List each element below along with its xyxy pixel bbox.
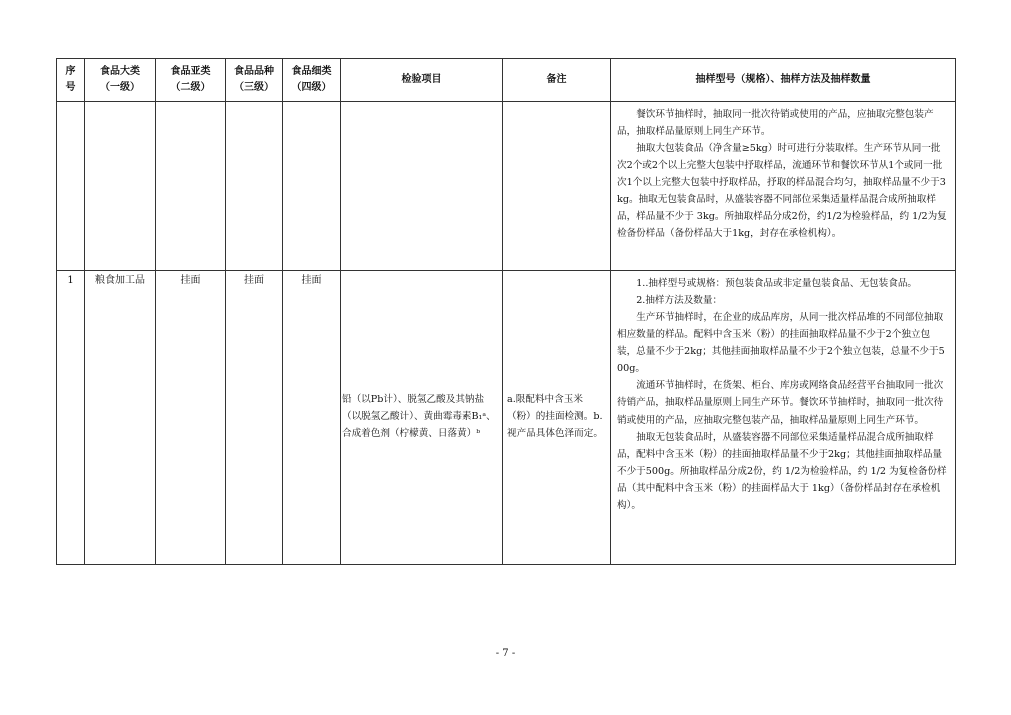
sampling-paragraph: 1..抽样型号或规格：预包装食品或非定量包装食品、无包装食品。 bbox=[636, 278, 918, 289]
continuation-subcategory-cell bbox=[156, 102, 226, 271]
continuation-paragraph: 餐饮环节抽样时，抽取同一批次待销或使用的产品，应抽取完整包装产品，抽取样品量原则上同生产环节。 bbox=[617, 109, 934, 138]
row-category: 粮食加工品 bbox=[85, 271, 156, 565]
header-sampling: 抽样型号（规格）、抽样方法及抽样数量 bbox=[611, 59, 956, 102]
sampling-paragraph: 流通环节抽样时，在货架、柜台、库房或网络食品经营平台抽取同一批次待销产品，抽取样品量原则上同生产环节。餐饮环节抽样时，抽取同一批次待销或使用的产品，应抽取完整包装产品，抽取样品量原则上同生产环节。 bbox=[617, 380, 944, 426]
row-inspection-items: 铅（以Pb计）、脱氢乙酸及其钠盐（以脱氢乙酸计）、黄曲霉毒素B₁ᵃ、合成着色剂（柠檬黄、日落黄）ᵇ bbox=[341, 271, 503, 565]
sampling-paragraph: 生产环节抽样时，在企业的成品库房，从同一批次样品堆的不同部位抽取相应数量的样品。配料中含玉米（粉）的挂面抽取样品量不少于2个独立包装，总量不少于2kg；其他挂面抽取样品量不少于2个独立包装，总量不少于500g。 bbox=[617, 312, 945, 375]
continuation-paragraph: 抽取大包装食品（净含量≥5kg）时可进行分装取样。生产环节从同一批次2个或2个以上完整大包装中抒取样品，流通环节和餐饮环节从1个或同一批次1个以上完整大包装中抒取样品，抒取的样品混合均匀，抽取样品量不少于3kg。抽取无包装食品时，从盛装容器不同部位采集适量样品混合成所抽取样品，样品量不少于 3kg。所抽取样品分成2份，约1/2为检验样品，约 1/2为复检备份样品（备份样品大于1kg，封存在承检机构）。 bbox=[617, 143, 947, 240]
row-seq: 1 bbox=[57, 271, 85, 565]
header-subvariety: 食品细类 （四级） bbox=[283, 59, 341, 102]
table-row-continuation bbox=[57, 102, 956, 271]
continuation-seq-cell bbox=[57, 102, 85, 271]
header-category: 食品大类 （一级） bbox=[85, 59, 156, 102]
header-remarks: 备注 bbox=[503, 59, 611, 102]
continuation-remarks-cell bbox=[503, 102, 611, 271]
sampling-paragraph: 抽取无包装食品时，从盛装容器不同部位采集适量样品混合成所抽取样品，配料中含玉米（粉）的挂面抽取样品量不少于2kg；其他挂面抽取样品量不少于500g。所抽取样品分成2份，约 1/2为检验样品，约 1/2 为复检备份样品（其中配料中含玉米（粉）的挂面样品大于 1kg）（备份样品封存在承检机构）。 bbox=[617, 431, 947, 511]
row-subvariety: 挂面 bbox=[283, 271, 341, 565]
sampling-paragraph: 2.抽样方法及数量： bbox=[636, 295, 723, 307]
row-variety: 挂面 bbox=[226, 271, 283, 565]
header-variety: 食品品种 （三级） bbox=[226, 59, 283, 102]
sampling-table bbox=[56, 58, 956, 565]
continuation-inspection-cell bbox=[341, 102, 503, 271]
row-subcategory: 挂面 bbox=[156, 271, 226, 565]
header-seq: 序 号 bbox=[57, 59, 85, 102]
continuation-variety-cell bbox=[226, 102, 283, 271]
header-inspection: 检验项目 bbox=[341, 59, 503, 102]
table-row-1 bbox=[57, 271, 956, 565]
continuation-subvariety-cell bbox=[283, 102, 341, 271]
continuation-sampling-cell bbox=[611, 102, 956, 271]
header-subcategory: 食品亚类 （二级） bbox=[156, 59, 226, 102]
continuation-category-cell bbox=[85, 102, 156, 271]
page-number: - 7 - bbox=[495, 648, 516, 659]
row-remarks: a.限配料中含玉米（粉）的挂面检测。b.视产品具体色泽而定。 bbox=[503, 271, 611, 565]
row-sampling-method bbox=[611, 271, 956, 565]
header-row bbox=[57, 59, 956, 102]
